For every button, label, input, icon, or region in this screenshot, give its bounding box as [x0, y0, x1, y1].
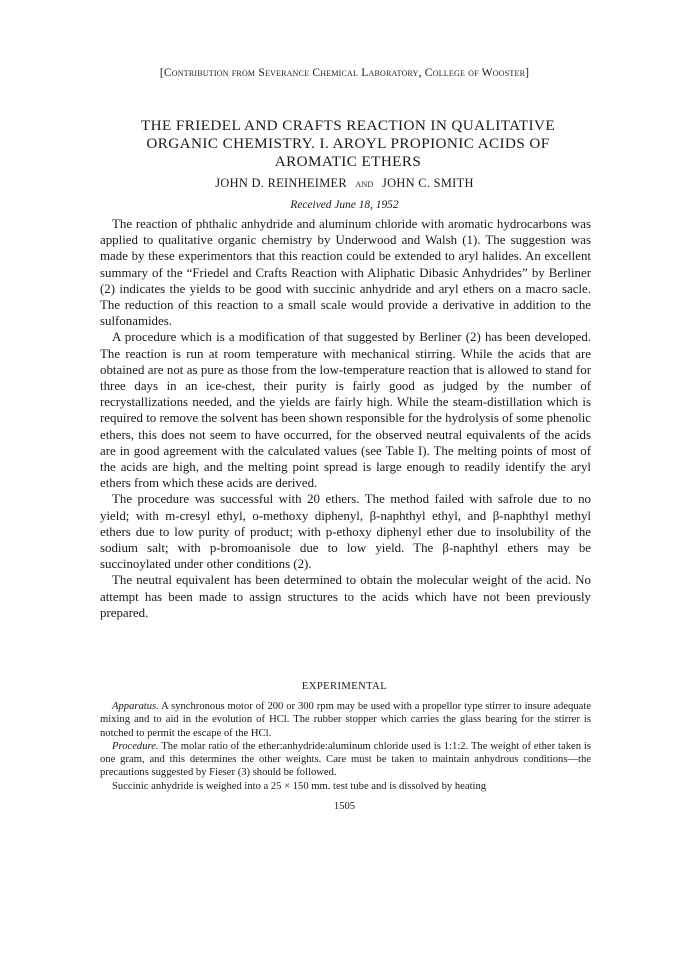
apparatus-label: Apparatus.: [112, 701, 159, 712]
procedure-text: The molar ratio of the ether:anhydride:aluminum chloride used is 1:1:2. The weight of ether taken is one gram, and this determines the other weights. Care must be taken to maintain anhydrous conditions—the precautions suggested by Fieser (3) should be followed.: [100, 740, 591, 779]
paper-title: [88, 117, 608, 171]
paragraph-4: The neutral equivalent has been determined to obtain the molecular weight of the acid. No attempt has been made to assign structures to the acids which have not been previously prepared.: [100, 573, 591, 620]
succinic-paragraph: Succinic anhydride is weighed into a 25 × 150 mm. test tube and is dissolved by heating: [112, 780, 487, 792]
paragraph-1: The reaction of phthalic anhydride and aluminum chloride with aromatic hydrocarbons was applied to qualitative organic chemistry by Underwood and Walsh (1). The suggestion was made by these experimentors that this reaction could be extended to aryl halides. An excellent summary of the “Friedel and Crafts Reaction with Aliphatic Dibasic Anhydrides” by Berliner (2) indicates the yields to be good with succinic anhydride and aryl ethers on a macro sacle. The reduction of this reaction to a small scale would provide a derivative in addition to the sulfonamides.: [100, 217, 591, 329]
authors-line: [0, 176, 689, 191]
title-line-3: AROMATIC ETHERS: [274, 153, 422, 170]
title-line-1: THE FRIEDEL AND CRAFTS REACTION IN QUALITATIVE: [141, 117, 555, 134]
received-date: Received June 18, 1952: [290, 199, 399, 211]
author-conjunction: and: [355, 178, 374, 190]
procedure-label: Procedure.: [112, 740, 159, 752]
apparatus-paragraph: [100, 700, 591, 740]
experimental-heading: EXPERIMENTAL: [301, 681, 388, 692]
experimental-text: [100, 700, 591, 793]
author-2: JOHN C. SMITH: [382, 176, 474, 190]
procedure-paragraph: [100, 740, 591, 780]
paragraph-3: The procedure was successful with 20 ethers. The method failed with safrole due to no yield; with m-cresyl ethyl, o-methoxy diphenyl, β-naphthyl ethyl, and β-naphthyl methyl ethers due to low purity of product; with p-ethoxy diphenyl ether due to insolubility of the sodium salt; with p-bromoanisole due to low yield. The β-naphthyl ethers may be succinoylated under other conditions (2).: [100, 492, 591, 572]
paragraph-2: A procedure which is a modification of that suggested by Berliner (2) has been developed. The reaction is run at room temperature with mechanical stirring. While the acids that are obtained are not as pure as those from the low-temperature reaction that is allowed to stand for three days in an ice-chest, their purity is fairly good as judged by the number of recrystallizations needed, and the yields are fairly high. While the steam-distillation which is required to remove the solvent has been shown responsible for the hydrolysis of some phenolic ethers, this does not seem to have occurred, for the observed neutral equivalents of the acids are in good agreement with the calculated values (see Table I). The melting points of most of the acids are high, and the melting point spread is large enough to readily identify the aryl ethers from which these acids are derived.: [100, 330, 591, 491]
author-1: JOHN D. REINHEIMER: [215, 176, 347, 190]
body-text: [100, 216, 591, 621]
contribution-header: [Contribution from Severance Chemical Laboratory, College of Wooster]: [159, 66, 530, 79]
apparatus-text: A synchronous motor of 200 or 300 rpm may be used with a propellor type stirrer to insure adequate mixing and to aid in the evolution of HCl. The rubber stopper which carries the glass bearing for the stirrer is notched to permit the escape of the HCl.: [100, 701, 591, 739]
page-number: 1505: [333, 801, 356, 812]
title-line-2: ORGANIC CHEMISTRY. I. AROYL PROPIONIC ACIDS OF: [146, 135, 550, 152]
